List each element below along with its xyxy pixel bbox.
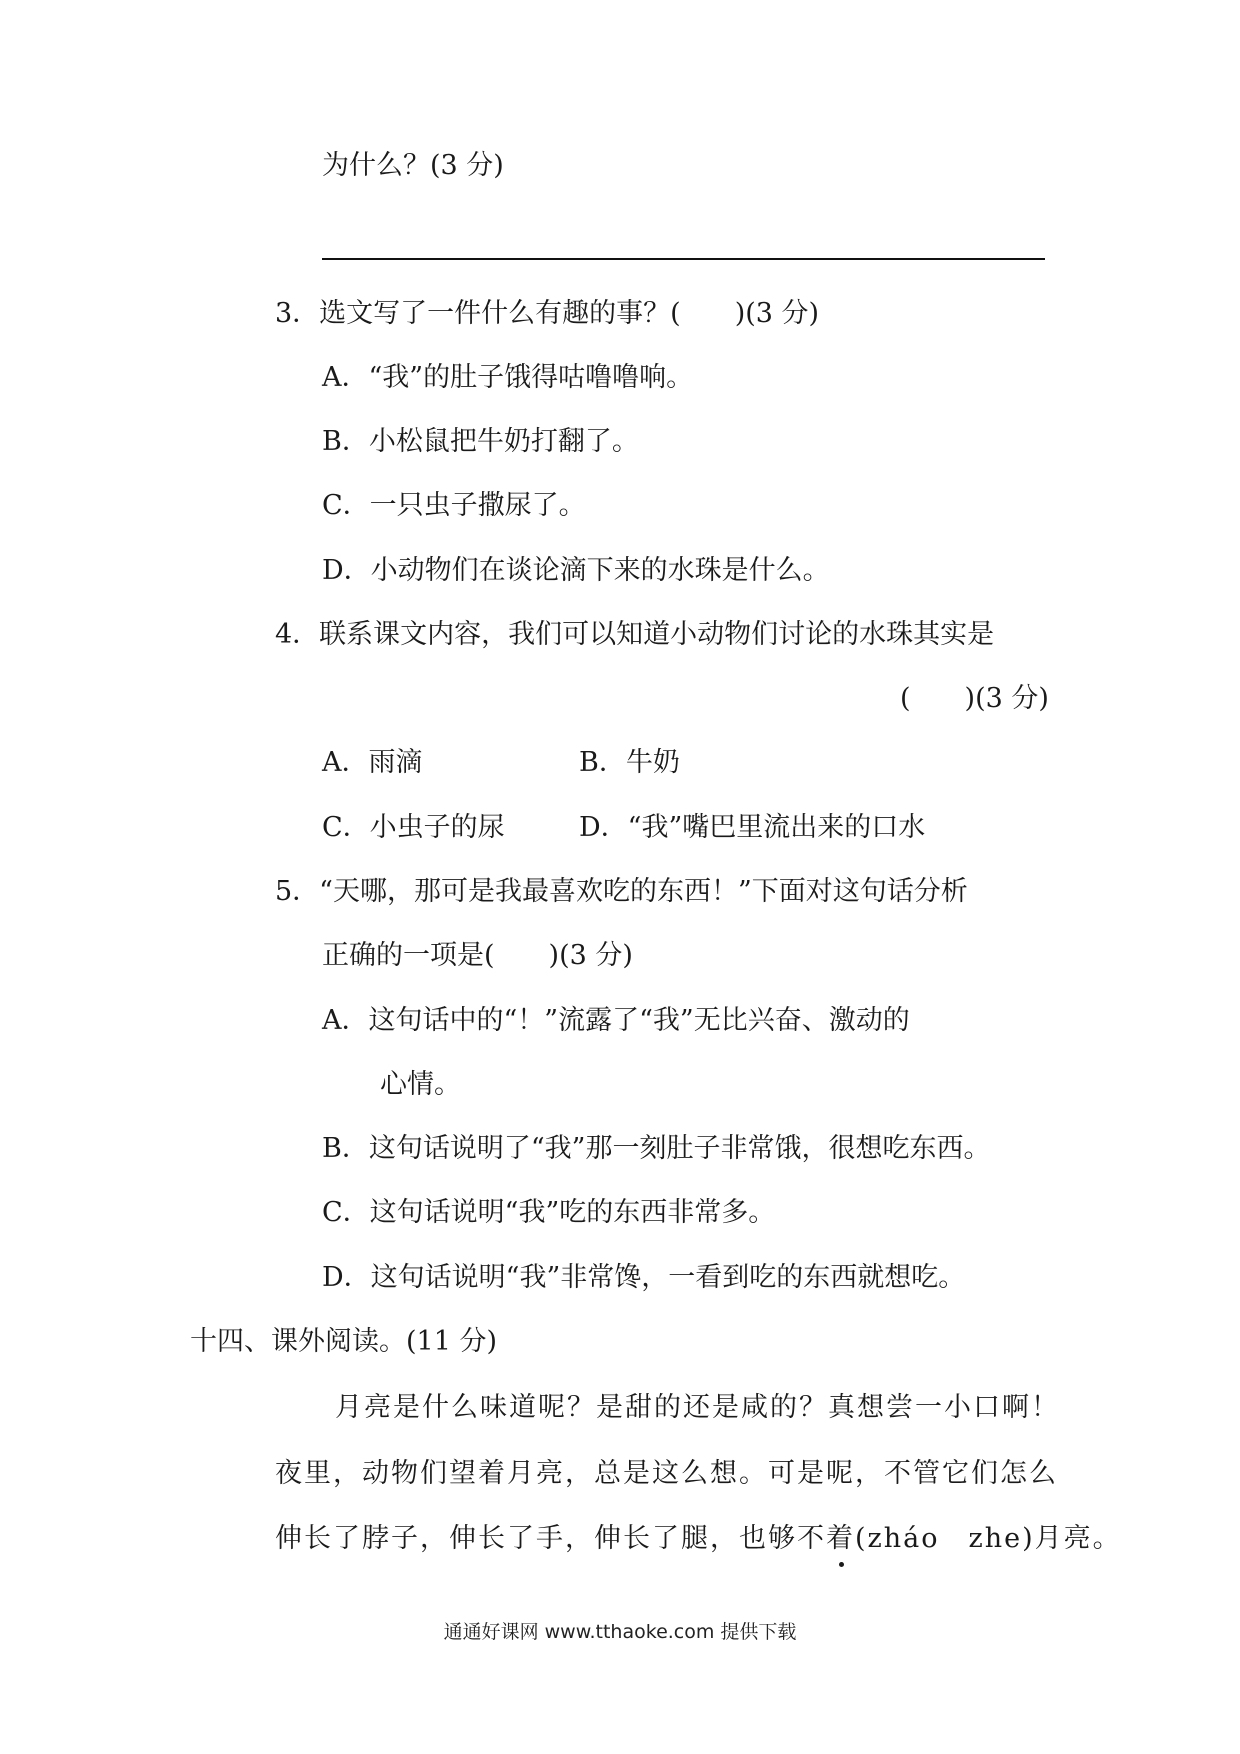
question-4-stem: 4．联系课文内容，我们可以知道小动物们讨论的水珠其实是 — [275, 619, 995, 650]
question-5-option-b: B．这句话说明了“我”那一刻肚子非常饿，很想吃东西。 — [322, 1133, 991, 1164]
question-3-option-d: D．小动物们在谈论滴下来的水珠是什么。 — [322, 555, 830, 586]
footer-credit: 通通好课网 www.tthaoke.com 提供下载 — [443, 1621, 797, 1643]
question-5-option-d: D．这句话说明“我”非常馋，一看到吃的东西就想吃。 — [322, 1262, 966, 1293]
passage-line-1: 月亮是什么味道呢？是甜的还是咸的？真想尝一小口啊！ — [335, 1392, 1060, 1423]
question-3-option-a: A．“我”的肚子饿得咕噜噜响。 — [322, 362, 694, 393]
question-5-option-a-cont: 心情。 — [380, 1069, 461, 1100]
emphasis-dotted-char: 着 — [826, 1521, 855, 1557]
answer-line — [322, 258, 1045, 260]
passage-line-2: 夜里，动物们望着月亮，总是这么想。可是呢，不管它们怎么 — [275, 1458, 1058, 1489]
pinyin-annotation: (zháo zhe) — [855, 1523, 1035, 1554]
question-4-option-d: D．“我”嘴巴里流出来的口水 — [579, 812, 926, 843]
question-3-option-b: B．小松鼠把牛奶打翻了。 — [322, 426, 639, 457]
question-5-option-c: C．这句话说明“我”吃的东西非常多。 — [322, 1197, 776, 1228]
section-title: 十四、课外阅读。(11 分) — [190, 1326, 498, 1357]
question-4-option-b: B．牛奶 — [579, 747, 680, 778]
question-continuation: 为什么？(3 分) — [322, 150, 504, 181]
question-5-option-a: A．这句话中的“！”流露了“我”无比兴奋、激动的 — [322, 1005, 910, 1036]
question-3-option-c: C．一只虫子撒尿了。 — [322, 490, 586, 521]
question-5-stem: 5．“天哪，那可是我最喜欢吃的东西！”下面对这句话分析 — [275, 876, 968, 907]
question-3-stem: 3．选文写了一件什么有趣的事？( )(3 分) — [275, 298, 820, 329]
question-4-option-c: C．小虫子的尿 — [322, 812, 505, 843]
passage-line-3 — [275, 1521, 1122, 1557]
passage-line-3-text: 伸长了脖子，伸长了手，伸长了腿，也够不 — [275, 1523, 826, 1554]
passage-line-3-end: 月亮。 — [1034, 1523, 1122, 1554]
question-4-stem-tail: ( )(3 分) — [900, 683, 1049, 714]
question-4-option-a: A．雨滴 — [322, 747, 423, 778]
question-5-stem-line2: 正确的一项是( )(3 分) — [322, 940, 633, 971]
